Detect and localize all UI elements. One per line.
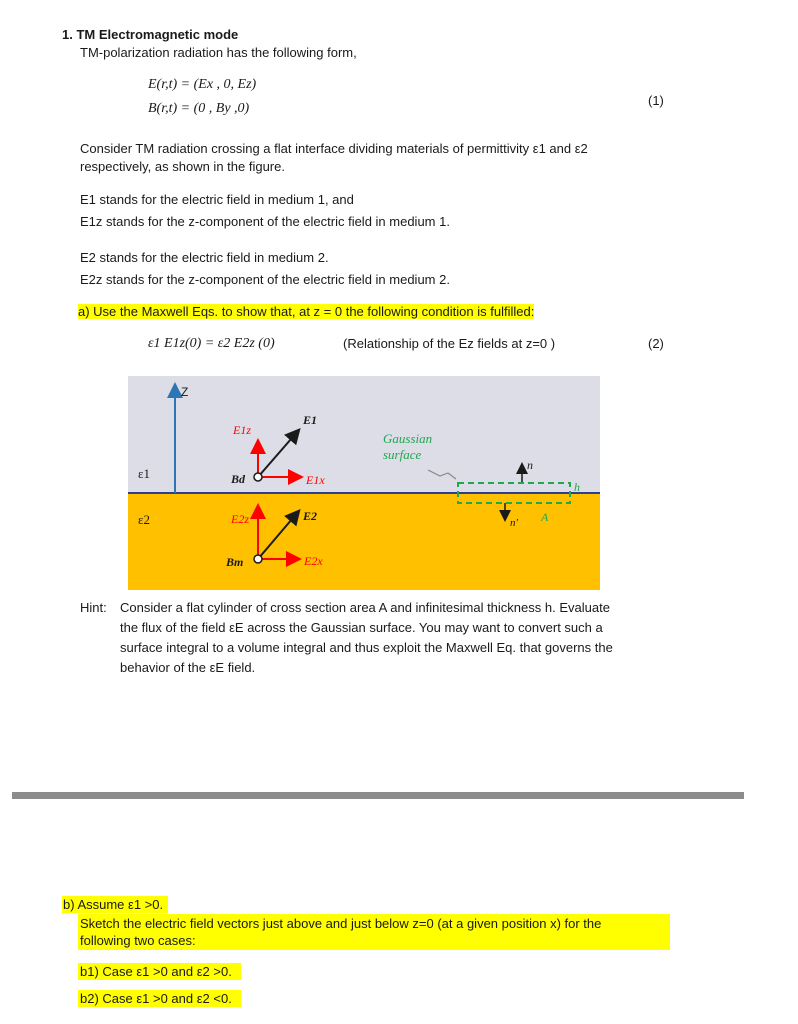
hint-line-1: Consider a flat cylinder of cross section area A and infinitesimal thickness h. Evaluate [120,600,610,615]
consider-text-line-1: Consider TM radiation crossing a flat interface dividing materials of permittivity ε1 and ε2 [80,141,588,156]
hint-label: Hint: [80,600,107,615]
gaussian-label-line-2: surface [383,447,422,462]
gaussian-label-line-1: Gaussian [383,431,433,446]
part-b-line-3: following two cases: [80,933,196,948]
hint-line-3: surface integral to a volume integral and thus exploit the Maxwell Eq. that governs the [120,640,613,655]
e2z-label: E2z [231,512,249,526]
equation-2-note: (Relationship of the Ez fields at z=0 ) [343,336,556,351]
e1-label: E1 [303,413,318,427]
part-a-question [78,304,534,319]
e2x-label: E2x [304,554,323,568]
e1z-label: E1z [233,423,251,437]
part-b1-text: b1) Case ε1 >0 and ε2 >0. [80,964,232,979]
hint-line-2: the flux of the field εE across the Gaussian surface. You may want to convert such a [120,620,603,635]
thickness-label: h [574,480,580,494]
definition-e1: E1 stands for the electric field in medium 1, and [80,192,354,207]
epsilon-2-label: ε2 [138,512,150,527]
equation-2: ε1 E1z(0) = ε2 E2z (0) [148,336,275,351]
equation-1-line-1: E(r,t) = (Ex , 0, Ez) [148,77,257,92]
hint-line-4: behavior of the εE field. [120,660,256,675]
part-b2-text: b2) Case ε1 >0 and ε2 <0. [80,991,232,1006]
problem-title: 1. TM Electromagnetic mode [62,27,239,42]
medium-1-region [128,376,600,493]
equation-1-line-2: B(r,t) = (0 , By ,0) [148,101,250,116]
equation-2-number: (2) [648,336,664,351]
interface-figure [128,376,600,590]
equation-1-number: (1) [648,93,664,108]
e2-label: E2 [303,509,318,523]
consider-text-line-2: respectively, as shown in the figure. [80,159,285,174]
z-axis-label: Z [181,385,189,399]
normal-down-label: n' [510,517,518,529]
b1-label: Bd [231,472,246,486]
definition-e2: E2 stands for the electric field in medium 2. [80,250,329,265]
e1x-label: E1x [306,473,325,487]
part-a-highlight: a) Use the Maxwell Eqs. to show that, at z = 0 the following condition is fulfilled: [78,304,535,319]
problem-intro: TM-polarization radiation has the following form, [80,45,357,60]
area-label: A [541,510,549,524]
b2-dot-icon [254,555,262,563]
medium-2-region [128,493,600,590]
definition-e2z: E2z stands for the z-component of the electric field in medium 2. [80,272,450,287]
b2-label: Bm [226,555,244,569]
epsilon-1-label: ε1 [138,466,150,481]
page-divider [12,792,744,799]
b1-dot-icon [254,473,262,481]
normal-up-label: n [527,458,533,472]
part-b-line-2: Sketch the electric field vectors just above and just below z=0 (at a given position x) for the [80,916,602,931]
definition-e1z: E1z stands for the z-component of the electric field in medium 1. [80,214,450,229]
part-b-line-1: b) Assume ε1 >0. [63,897,164,912]
